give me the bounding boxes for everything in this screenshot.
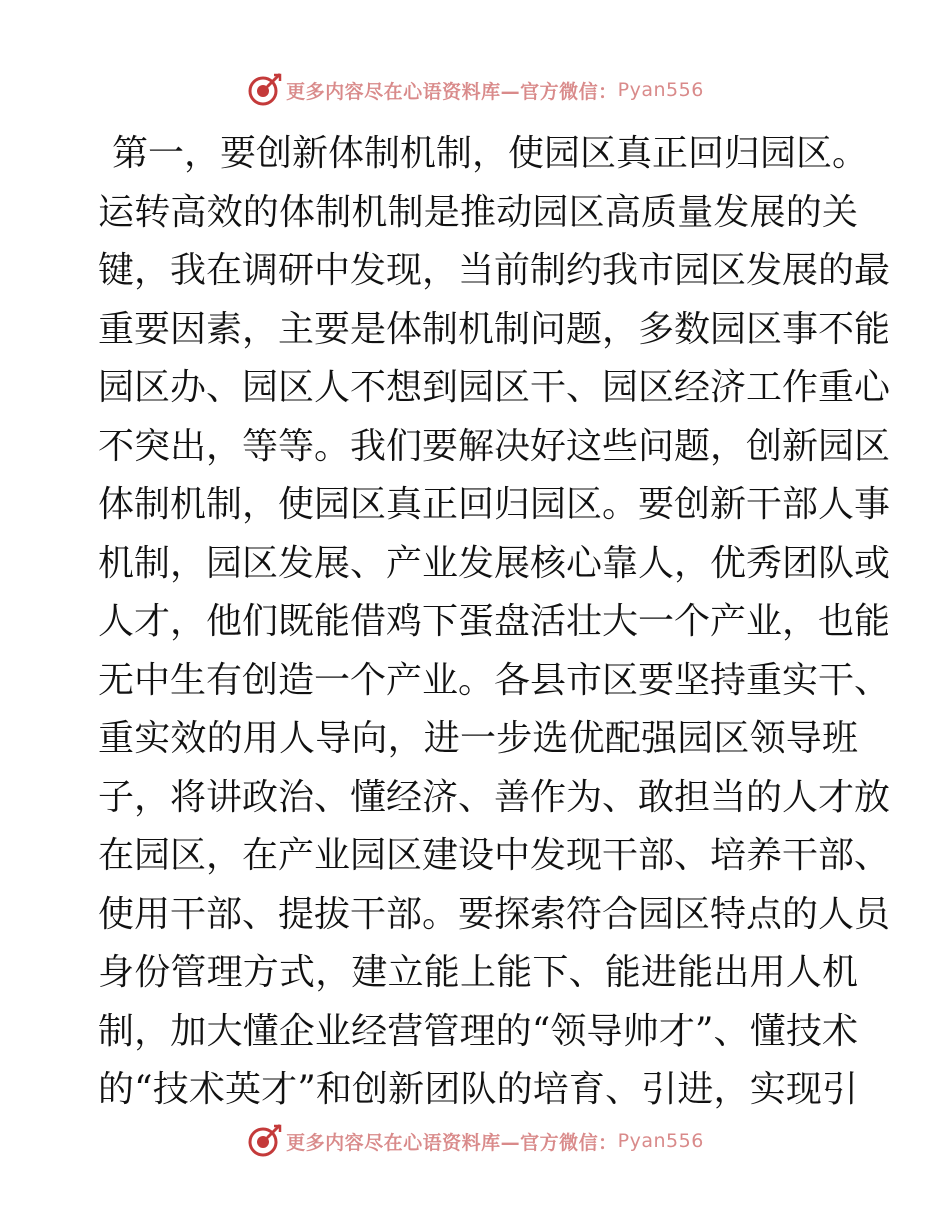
text-line: 在园区，在产业园区建设中发现干部、培养干部、 bbox=[98, 835, 891, 876]
text-line: 制，加大懂企业经营管理的“领导帅才”、懂技术 bbox=[98, 1010, 858, 1052]
brand-logo-icon bbox=[246, 72, 282, 108]
text-line: 第一，要创新体制机制，使园区真正回归园区。 bbox=[112, 133, 869, 174]
watermark-handle: Pyan556 bbox=[617, 79, 704, 101]
text-line: 键，我在调研中发现，当前制约我市园区发展的最 bbox=[98, 250, 891, 291]
watermark-handle: Pyan556 bbox=[617, 1130, 704, 1152]
text-line: 身份管理方式，建立能上能下、能进能出用人机 bbox=[98, 952, 858, 993]
text-line: 园区办、园区人不想到园区干、园区经济工作重心 bbox=[98, 367, 891, 408]
text-line: 人才，他们既能借鸡下蛋盘活壮大一个产业，也能 bbox=[98, 601, 891, 642]
text-line: 使用干部、提拔干部。要探索符合园区特点的人员 bbox=[98, 893, 891, 935]
text-line: 无中生有创造一个产业。各县市区要坚持重实干、 bbox=[98, 659, 891, 701]
text-line: 重要因素，主要是体制机制问题，多数园区事不能 bbox=[98, 308, 891, 350]
text-line: 运转高效的体制机制是推动园区高质量发展的关 bbox=[98, 191, 858, 233]
header-watermark-banner bbox=[0, 70, 950, 110]
footer-watermark-banner bbox=[0, 1121, 950, 1161]
text-line: 机制，园区发展、产业发展核心靠人，优秀团队或 bbox=[98, 542, 891, 584]
document-body bbox=[98, 125, 891, 1120]
watermark-text: 更多内容尽在心语资料库—官方微信： bbox=[286, 80, 618, 103]
text-line: 不突出，等等。我们要解决好这些问题，创新园区 bbox=[98, 425, 891, 467]
text-line: 重实效的用人导向，进一步选优配强园区领导班 bbox=[98, 718, 858, 759]
text-line: 体制机制，使园区真正回归园区。要创新干部人事 bbox=[98, 484, 891, 525]
text-line: 的“技术英才”和创新团队的培育、引进，实现引 bbox=[98, 1069, 858, 1110]
text-line: 子，将讲政治、懂经济、善作为、敢担当的人才放 bbox=[98, 776, 891, 818]
brand-logo-icon bbox=[246, 1123, 282, 1159]
watermark-text: 更多内容尽在心语资料库—官方微信： bbox=[286, 1131, 618, 1154]
